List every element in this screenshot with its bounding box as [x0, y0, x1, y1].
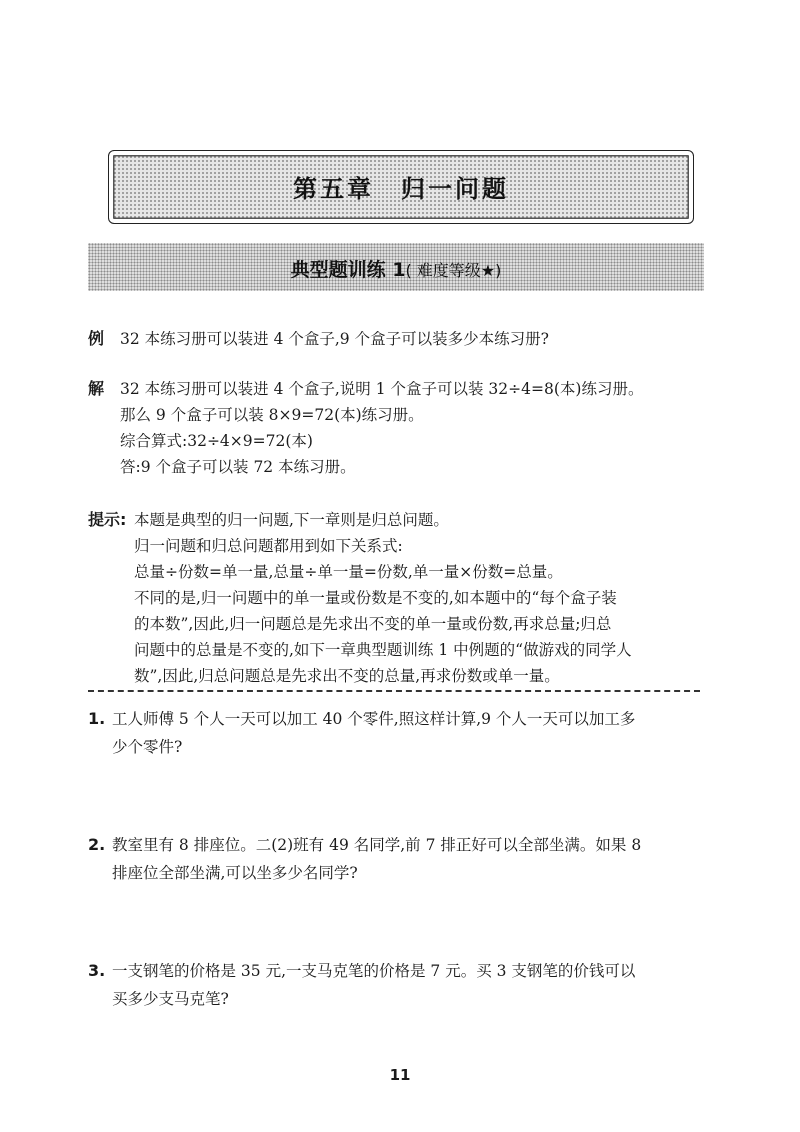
problem-line: 买多少支马克笔? — [112, 990, 229, 1008]
example-question: 32 本练习册可以装进 4 个盒子,9 个盒子可以装多少本练习册? — [120, 330, 549, 348]
problem-number: 1. — [88, 709, 106, 728]
hint-line: 本题是典型的归一问题,下一章则是归总问题。 — [134, 511, 449, 529]
problem-line: 工人师傅 5 个人一天可以加工 40 个零件,照这样计算,9 个人一天可以加工多 — [112, 710, 636, 728]
example-tag: 例 — [88, 329, 105, 348]
section-title — [88, 255, 704, 282]
solution-line: 那么 9 个盒子可以装 8×9=72(本)练习册。 — [120, 406, 424, 424]
solution-line: 32 本练习册可以装进 4 个盒子,说明 1 个盒子可以装 32÷4=8(本)练习册。 — [120, 380, 644, 398]
hint-line: 归一问题和归总问题都用到如下关系式: — [134, 537, 403, 555]
hint-line: 总量÷份数=单一量,总量÷单一量=份数,单一量×份数=总量。 — [134, 563, 563, 581]
section-header — [88, 243, 704, 291]
page-number: 11 — [389, 1066, 411, 1084]
hint-tag: 提示: — [88, 510, 127, 529]
difficulty-label: ( 难度等级★) — [405, 261, 502, 280]
problem-line: 排座位全部坐满,可以坐多少名同学? — [112, 864, 358, 882]
dashed-divider — [88, 690, 700, 692]
hint-line: 不同的是,归一问题中的单一量或份数是不变的,如本题中的“每个盒子装 — [134, 589, 617, 607]
chapter-title: 第五章 归一问题 — [293, 175, 509, 203]
problem-number: 2. — [88, 835, 106, 854]
solution-line: 答:9 个盒子可以装 72 本练习册。 — [120, 458, 356, 476]
solution-line: 综合算式:32÷4×9=72(本) — [120, 432, 313, 450]
problem-number: 3. — [88, 961, 106, 980]
problem-line: 少个零件? — [112, 738, 183, 756]
solution-tag: 解 — [88, 379, 105, 398]
problem-line: 教室里有 8 排座位。二(2)班有 49 名同学,前 7 排正好可以全部坐满。如果 8 — [112, 836, 642, 854]
hint-line: 的本数”,因此,归一问题总是先求出不变的单一量或份数,再求总量;归总 — [134, 615, 612, 633]
chapter-banner — [108, 150, 694, 224]
hint-line: 问题中的总量是不变的,如下一章典型题训练 1 中例题的“做游戏的同学人 — [134, 641, 632, 659]
problem-line: 一支钢笔的价格是 35 元,一支马克笔的价格是 7 元。买 3 支钢笔的价钱可以 — [112, 962, 636, 980]
section-title-text: 典型题训练 1 — [290, 259, 406, 281]
hint-line: 数”,因此,归总问题总是先求出不变的总量,再求份数或单一量。 — [134, 667, 560, 685]
